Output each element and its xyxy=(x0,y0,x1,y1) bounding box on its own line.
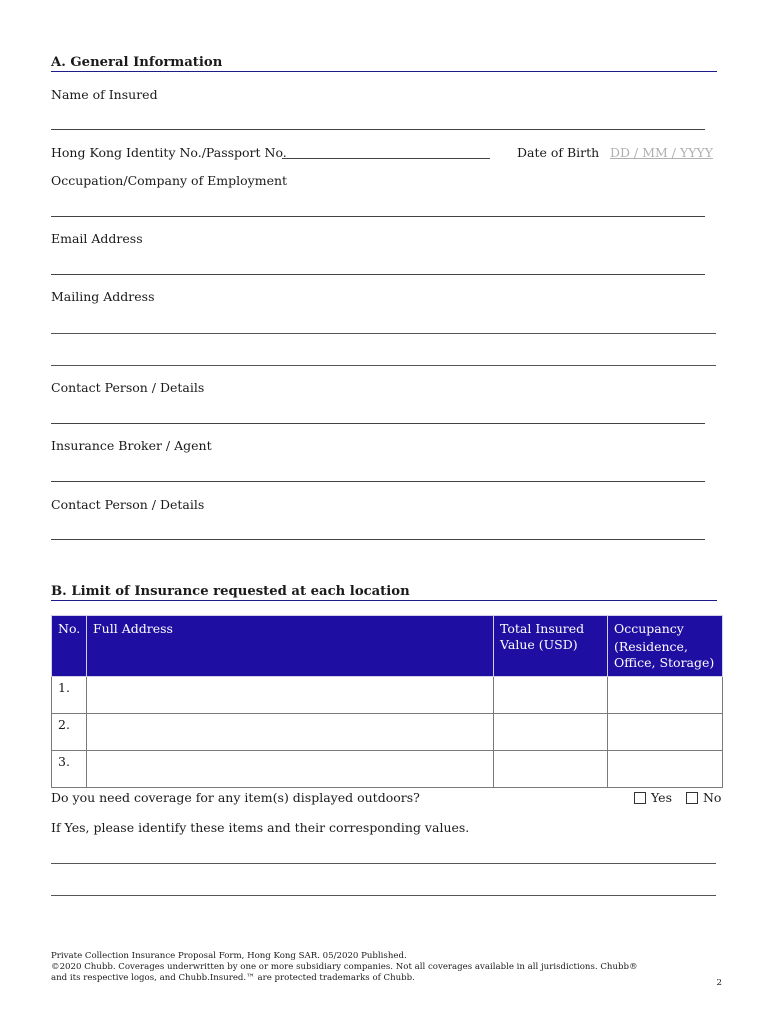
outdoor-items-line1-input[interactable] xyxy=(51,844,716,862)
occupancy-title: Occupancy xyxy=(614,621,684,636)
broker-underline xyxy=(51,481,705,482)
outdoor-options xyxy=(634,790,721,807)
occupancy-input[interactable] xyxy=(614,680,716,702)
mailing-address-line1-rule xyxy=(51,333,716,334)
mailing-address-line2-input[interactable] xyxy=(51,345,716,363)
row-number: 2. xyxy=(52,714,87,751)
table-row xyxy=(52,751,723,788)
email-underline xyxy=(51,274,705,275)
occupation-input[interactable] xyxy=(51,197,705,215)
value-input[interactable] xyxy=(500,754,601,776)
no-option[interactable] xyxy=(686,790,721,805)
value-input[interactable] xyxy=(500,680,601,702)
mailing-address-line1-input[interactable] xyxy=(51,314,716,332)
dob-input[interactable] xyxy=(610,144,718,160)
address-cell[interactable] xyxy=(87,751,494,788)
value-cell[interactable] xyxy=(494,677,608,714)
address-cell[interactable] xyxy=(87,677,494,714)
occupancy-input[interactable] xyxy=(614,754,716,776)
contact-person-label: Contact Person / Details xyxy=(51,380,205,395)
address-input[interactable] xyxy=(93,717,487,739)
mailing-address-line2-rule xyxy=(51,365,716,366)
address-cell[interactable] xyxy=(87,714,494,751)
occupation-label: Occupation/Company of Employment xyxy=(51,173,288,188)
email-input[interactable] xyxy=(51,255,705,273)
outdoor-items-line1-rule xyxy=(51,863,716,864)
table-row xyxy=(52,714,723,751)
col-header-address: Full Address xyxy=(87,616,494,677)
location-table xyxy=(51,615,723,788)
value-cell[interactable] xyxy=(494,751,608,788)
if-yes-label: If Yes, please identify these items and their corresponding values. xyxy=(51,820,470,835)
table-row xyxy=(52,677,723,714)
occupancy-note: (Residence, Office, Storage) xyxy=(614,639,715,670)
no-label: No xyxy=(702,790,722,805)
value-input[interactable] xyxy=(500,717,601,739)
occupancy-cell[interactable] xyxy=(608,751,723,788)
occupancy-cell[interactable] xyxy=(608,677,723,714)
address-input[interactable] xyxy=(93,680,487,702)
row-number: 3. xyxy=(52,751,87,788)
col-header-value: Total Insured Value (USD) xyxy=(494,616,608,677)
broker-contact-input[interactable] xyxy=(51,520,705,538)
section-b-heading: B. Limit of Insurance requested at each location xyxy=(51,584,410,599)
col-header-no: No. xyxy=(52,616,87,677)
row-number: 1. xyxy=(52,677,87,714)
hkid-input[interactable] xyxy=(282,142,490,158)
mailing-address-label: Mailing Address xyxy=(51,289,155,304)
email-label: Email Address xyxy=(51,231,143,246)
footer xyxy=(51,951,671,984)
yes-checkbox[interactable] xyxy=(634,792,646,804)
yes-label: Yes xyxy=(651,790,672,805)
hkid-label: Hong Kong Identity No./Passport No. xyxy=(51,145,287,160)
occupancy-input[interactable] xyxy=(614,717,716,739)
footer-line-3: and its respective logos, and Chubb.Insured.™ are protected trademarks of Chubb. xyxy=(51,973,415,983)
occupation-underline xyxy=(51,216,705,217)
broker-contact-underline xyxy=(51,539,705,540)
section-b-rule xyxy=(51,600,717,601)
broker-contact-label: Contact Person / Details xyxy=(51,497,205,512)
no-checkbox[interactable] xyxy=(686,792,698,804)
occupancy-cell[interactable] xyxy=(608,714,723,751)
footer-line-1: Private Collection Insurance Proposal Form, Hong Kong SAR. 05/2020 Published. xyxy=(51,951,407,961)
section-a-rule xyxy=(51,71,717,72)
hkid-underline xyxy=(282,158,490,159)
name-of-insured-input[interactable] xyxy=(51,110,705,128)
name-of-insured-underline xyxy=(51,129,705,130)
outdoor-question: Do you need coverage for any item(s) displayed outdoors? xyxy=(51,790,420,805)
page-number: 2 xyxy=(716,978,722,988)
contact-person-underline xyxy=(51,423,705,424)
outdoor-items-line2-rule xyxy=(51,895,716,896)
contact-person-input[interactable] xyxy=(51,404,705,422)
name-of-insured-label: Name of Insured xyxy=(51,87,158,102)
yes-option[interactable] xyxy=(634,790,672,805)
section-a-heading: A. General Information xyxy=(51,55,223,70)
address-input[interactable] xyxy=(93,754,487,776)
broker-input[interactable] xyxy=(51,462,705,480)
dob-label: Date of Birth xyxy=(517,145,600,160)
value-cell[interactable] xyxy=(494,714,608,751)
col-header-occupancy xyxy=(608,616,723,677)
footer-line-2: ©2020 Chubb. Coverages underwritten by one or more subsidiary companies. Not all coverages available in all jurisdictions. Chubb® xyxy=(51,962,638,972)
broker-label: Insurance Broker / Agent xyxy=(51,438,212,453)
outdoor-items-line2-input[interactable] xyxy=(51,876,716,894)
location-table-header xyxy=(52,616,723,677)
